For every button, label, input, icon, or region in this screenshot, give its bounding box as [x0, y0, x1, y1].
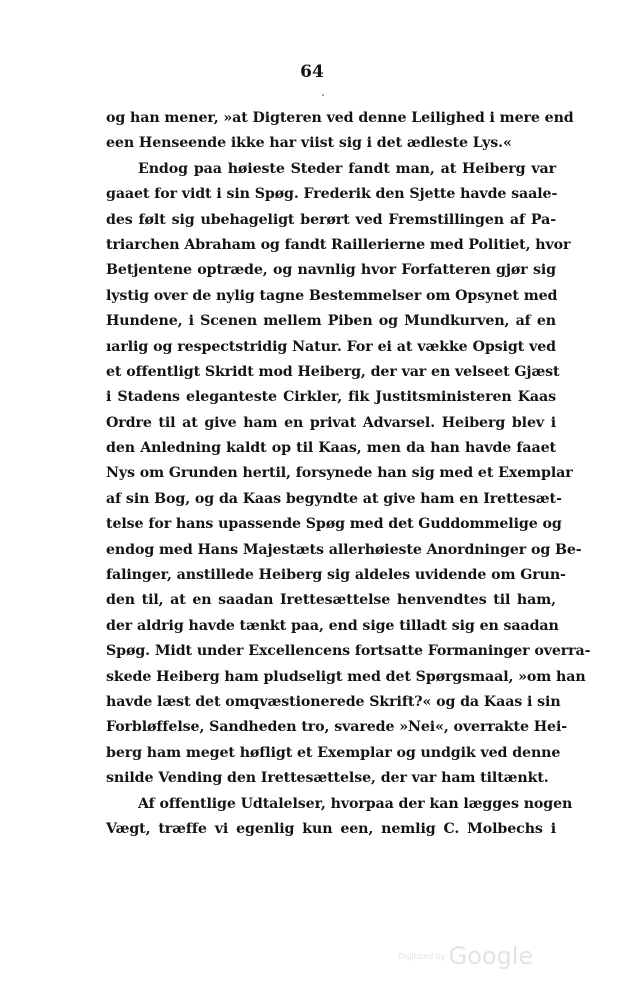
text-line: gaaet for vidt i sin Spøg. Frederik den Sjette havde saale- [106, 186, 558, 203]
text-line: Endog paa høieste Steder fandt man, at Heiberg var [138, 160, 556, 177]
text-line: endog med Hans Majestæts allerhøieste Anordninger og Be- [106, 541, 582, 558]
text-line: berg ham meget høfligt et Exemplar og undgik ved denne [106, 744, 561, 761]
text-line: der aldrig havde tænkt paa, end sige tilladt sig en saadan [106, 617, 559, 634]
text-line: Betjentene optræde, og navnlig hvor Forfatteren gjør sig [106, 262, 556, 279]
text-line: havde læst det omqvæstionerede Skrift?« og da Kaas i sin [106, 693, 561, 710]
text-line: ıarlig og respectstridig Natur. For ei at vække Opsigt ved [106, 338, 556, 355]
body-text [106, 106, 591, 842]
text-line: een Henseende ikke har viist sig i det ædleste Lys.« [106, 135, 512, 152]
text-line: Spøg. Midt under Excellencens fortsatte Formaninger overra- [106, 643, 591, 660]
page-number: 64 [300, 62, 324, 82]
text-line: triarchen Abraham og fandt Raillerierne med Politiet, hvor [106, 236, 571, 253]
text-line: den Anledning kaldt op til Kaas, men da han havde faaet [106, 440, 556, 457]
google-watermark [398, 942, 533, 970]
text-line: des følt sig ubehageligt berørt ved Fremstillingen af Pa- [106, 211, 556, 228]
text-line: telse for hans upassende Spøg med det Guddommelige og [106, 516, 562, 533]
text-line: den til, at en saadan Irettesættelse henvendtes til ham, [106, 592, 556, 609]
text-line: Nys om Grunden hertil, forsynede han sig med et Exemplar [106, 465, 573, 482]
text-line: og han mener, »at Digteren ved denne Leilighed i mere end [106, 110, 574, 126]
page-number-dot [322, 94, 324, 96]
text-line: skede Heiberg ham pludseligt med det Spørgsmaal, »om han [106, 668, 586, 685]
text-line: falinger, anstillede Heiberg sig aldeles uvidende om Grun- [106, 567, 566, 584]
text-line: Ordre til at give ham en privat Advarsel. Heiberg blev i [106, 414, 556, 431]
watermark-brand: Google [448, 942, 534, 970]
text-line: snilde Vending den Irettesættelse, der var ham tiltænkt. [106, 770, 549, 787]
text-line: Af offentlige Udtalelser, hvorpaa der kan lægges nogen [138, 795, 573, 812]
text-line: i Stadens eleganteste Cirkler, fik Justitsministeren Kaas [106, 389, 556, 406]
text-line: lystig over de nylig tagne Bestemmelser om Opsynet med [106, 287, 558, 304]
text-line: Forbløffelse, Sandheden tro, svarede »Nei«, overrakte Hei- [106, 719, 568, 736]
watermark-prefix: Digitized by [398, 951, 446, 961]
text-line: et offentligt Skridt mod Heiberg, der var en velseet Gjæst [106, 363, 560, 380]
text-line: Hundene, i Scenen mellem Piben og Mundkurven, af en [106, 313, 556, 330]
text-line: af sin Bog, og da Kaas begyndte at give ham en Irettesæt- [106, 490, 562, 507]
text-line: Vægt, træffe vi egenlig kun een, nemlig C. Molbechs i [106, 820, 556, 837]
